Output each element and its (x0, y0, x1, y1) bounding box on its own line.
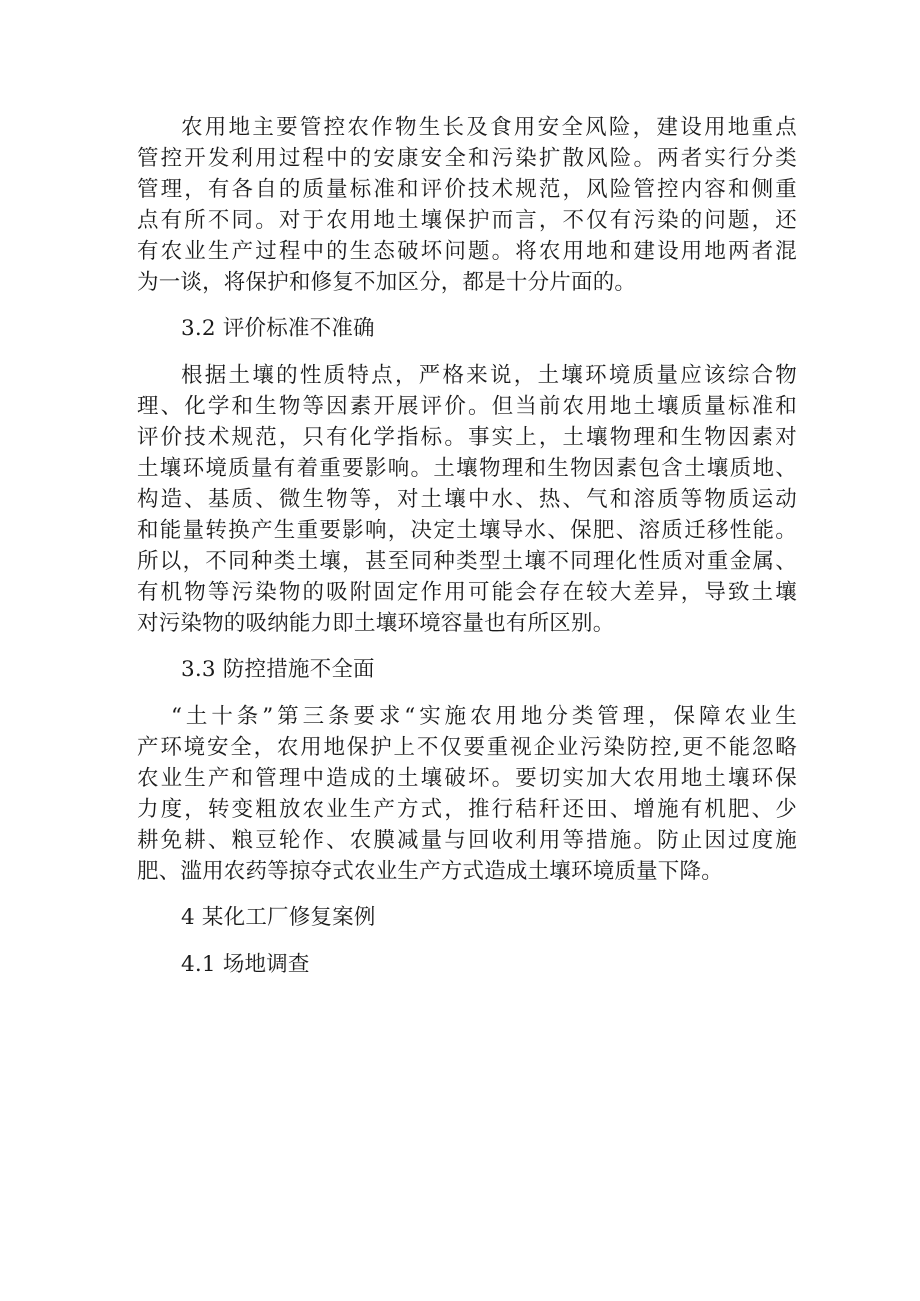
text-line: 有农业生产过程中的生态破坏问题。将农用地和建设用地两者混 (137, 239, 797, 264)
text-line: 评价技术规范，只有化学指标。事实上，土壤物理和生物因素对 (137, 425, 797, 450)
text-line: 力度，转变粗放农业生产方式，推行秸秆还田、增施有机肥、少 (137, 797, 797, 822)
text-line: “土十条”第三条要求“实施农用地分类管理，保障农业生 (171, 704, 797, 729)
text-line: 根据土壤的性质特点，严格来说，土壤环境质量应该综合物 (181, 363, 797, 388)
section-heading-4 (137, 902, 797, 933)
paragraph-land-management (137, 112, 797, 298)
text-line: 点有所不同。对于农用地土壤保护而言，不仅有污染的问题，还 (137, 208, 797, 233)
text-line: 土壤环境质量有着重要影响。土壤物理和生物因素包含土壤质地、 (137, 456, 797, 481)
paragraph-evaluation-standards (137, 360, 797, 639)
text-line: 管控开发利用过程中的安康安全和污染扩散风险。两者实行分类 (137, 146, 797, 171)
heading-text: 4 某化工厂修复案例 (181, 905, 376, 930)
paragraph-prevention-measures (137, 701, 797, 887)
text-line: 为一谈，将保护和修复不加区分，都是十分片面的。 (137, 270, 637, 295)
text-line: 对污染物的吸纳能力即土壤环境容量也有所区别。 (137, 611, 615, 636)
heading-text: 4.1 场地调查 (181, 952, 310, 977)
text-line: 所以，不同种类土壤，甚至同种类型土壤不同理化性质对重金属、 (137, 549, 797, 574)
text-line: 有机物等污染物的吸附固定作用可能会存在较大差异，导致土壤 (137, 580, 797, 605)
section-heading-3-3 (137, 654, 797, 685)
heading-text: 3.2 评价标准不准确 (181, 316, 375, 341)
document-page (137, 112, 797, 996)
text-line: 农业生产和管理中造成的土壤破坏。要切实加大农用地土壤环保 (137, 766, 797, 791)
section-heading-4-1 (137, 949, 797, 980)
text-line: 农用地主要管控农作物生长及食用安全风险，建设用地重点 (181, 115, 797, 140)
text-line: 管理，有各自的质量标准和评价技术规范，风险管控内容和侧重 (137, 177, 797, 202)
text-line: 理、化学和生物等因素开展评价。但当前农用地土壤质量标准和 (137, 394, 797, 419)
section-heading-3-2 (137, 313, 797, 344)
text-line: 构造、基质、微生物等，对土壤中水、热、气和溶质等物质运动 (137, 487, 797, 512)
text-line: 肥、滥用农药等掠夺式农业生产方式造成土壤环境质量下降。 (137, 859, 723, 884)
text-line: 和能量转换产生重要影响，决定土壤导水、保肥、溶质迁移性能。 (137, 518, 797, 543)
heading-text: 3.3 防控措施不全面 (181, 657, 375, 682)
text-line: 耕免耕、粮豆轮作、农膜减量与回收利用等措施。防止因过度施 (137, 828, 797, 853)
text-line: 产环境安全，农用地保护上不仅要重视企业污染防控,更不能忽略 (137, 735, 797, 760)
